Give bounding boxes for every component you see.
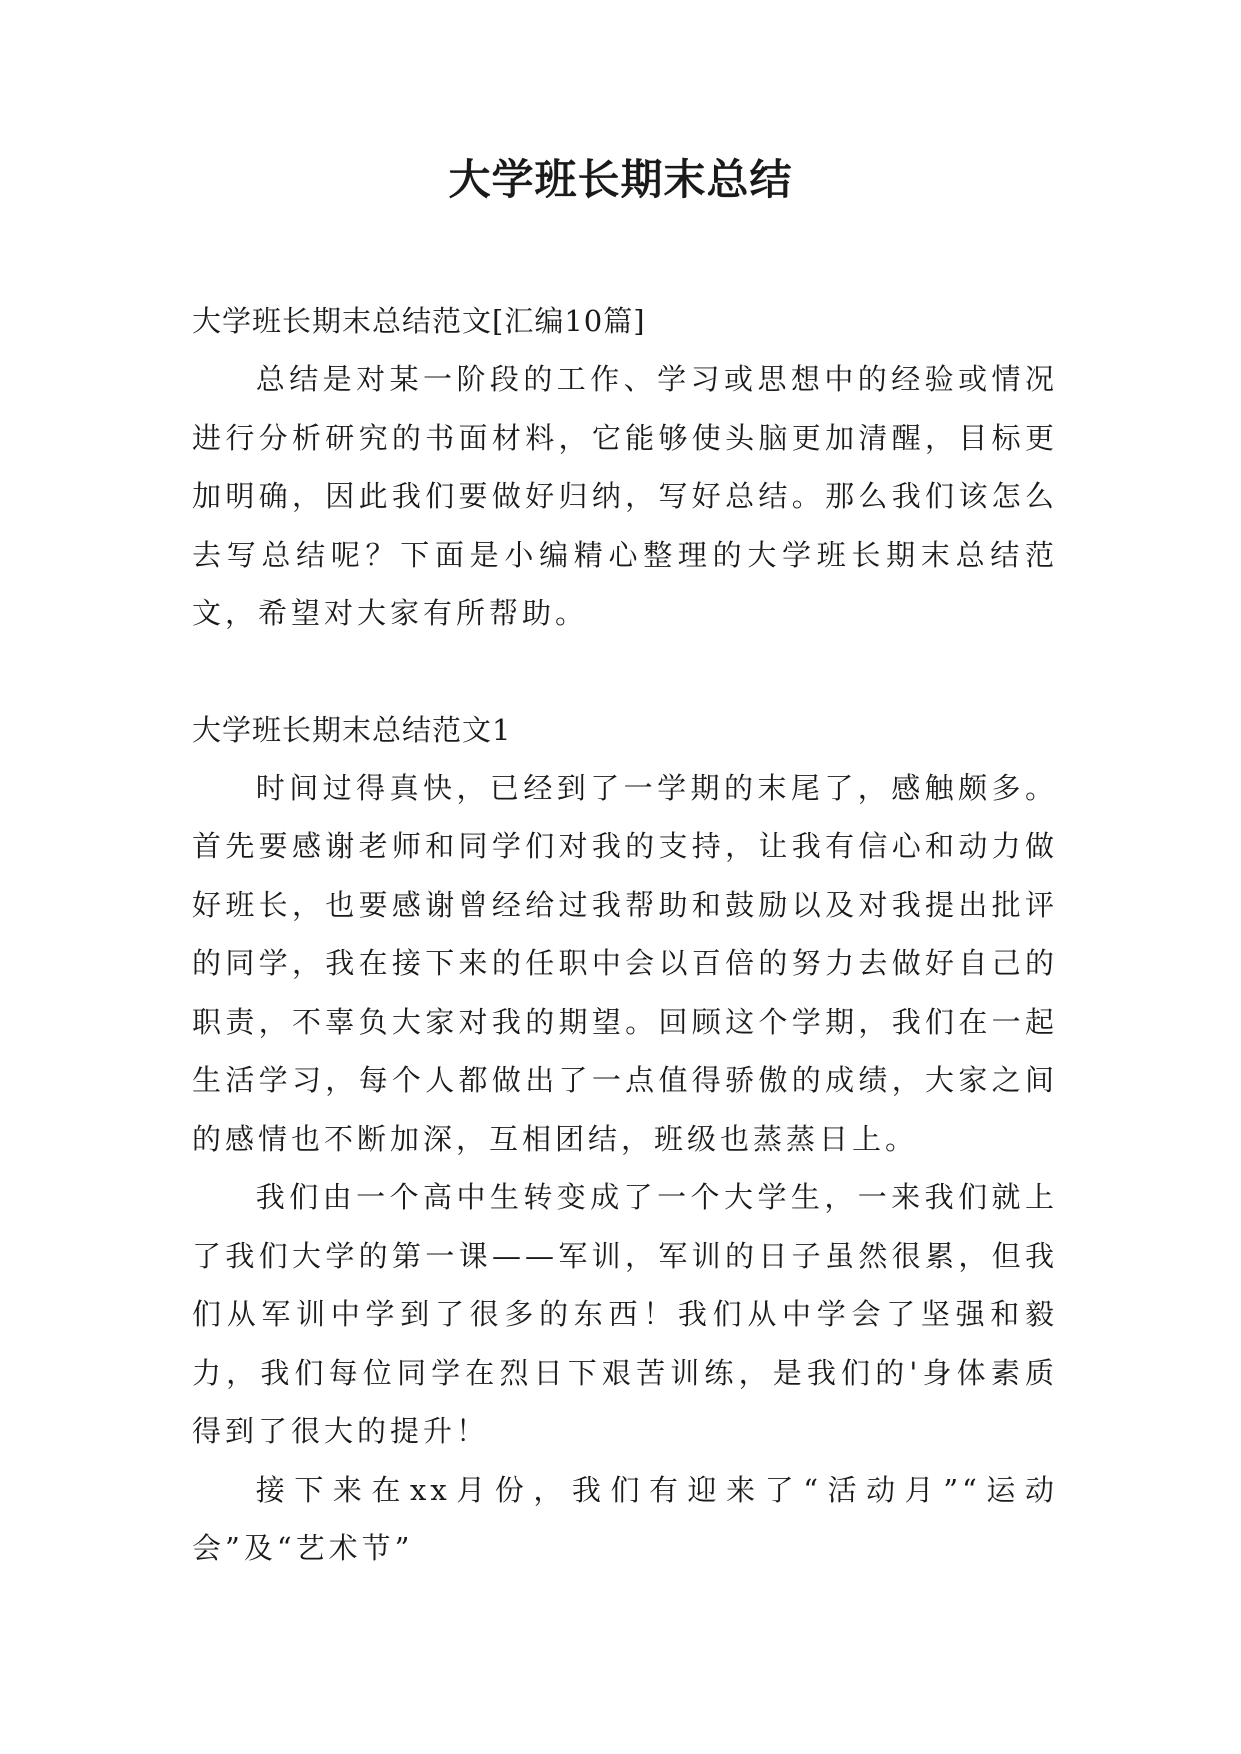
body-paragraph: 接下来在xx月份，我们有迎来了“活动月”“运动会”及“艺术节” xyxy=(192,1472,1058,1565)
section-spacer xyxy=(192,643,1058,701)
intro-paragraph: 总结是对某一阶段的工作、学习或思想中的经验或情况进行分析研究的书面材料，它能够使头脑更加清醒，目标更加明确，因此我们要做好归纳，写好总结。那么我们该怎么去写总结呢？下面是小编精心整理的大学班长期末总结范文，希望对大家有所帮助。 xyxy=(192,362,1058,630)
document-title: 大学班长期末总结 xyxy=(448,155,793,204)
body-paragraph: 我们由一个高中生转变成了一个大学生，一来我们就上了我们大学的第一课——军训，军训的日子虽然很累，但我们从军训中学到了很多的东西！我们从中学会了坚强和毅力，我们每位同学在烈日下艰苦训练，是我们的'身体素质得到了很大的提升！ xyxy=(192,1180,1058,1448)
document-subtitle: 大学班长期末总结范文[汇编10篇] xyxy=(192,304,646,338)
document-body xyxy=(192,292,1058,1578)
body-paragraph: 时间过得真快，已经到了一学期的末尾了，感触颇多。首先要感谢老师和同学们对我的支持，让我有信心和动力做好班长，也要感谢曾经给过我帮助和鼓励以及对我提出批评的同学，我在接下来的任职中会以百倍的努力去做好自己的职责，不辜负大家对我的期望。回顾这个学期，我们在一起生活学习，每个人都做出了一点值得骄傲的成绩，大家之间的感情也不断加深，互相团结，班级也蒸蒸日上。 xyxy=(192,770,1058,1156)
section-heading: 大学班长期末总结范文1 xyxy=(192,712,512,747)
